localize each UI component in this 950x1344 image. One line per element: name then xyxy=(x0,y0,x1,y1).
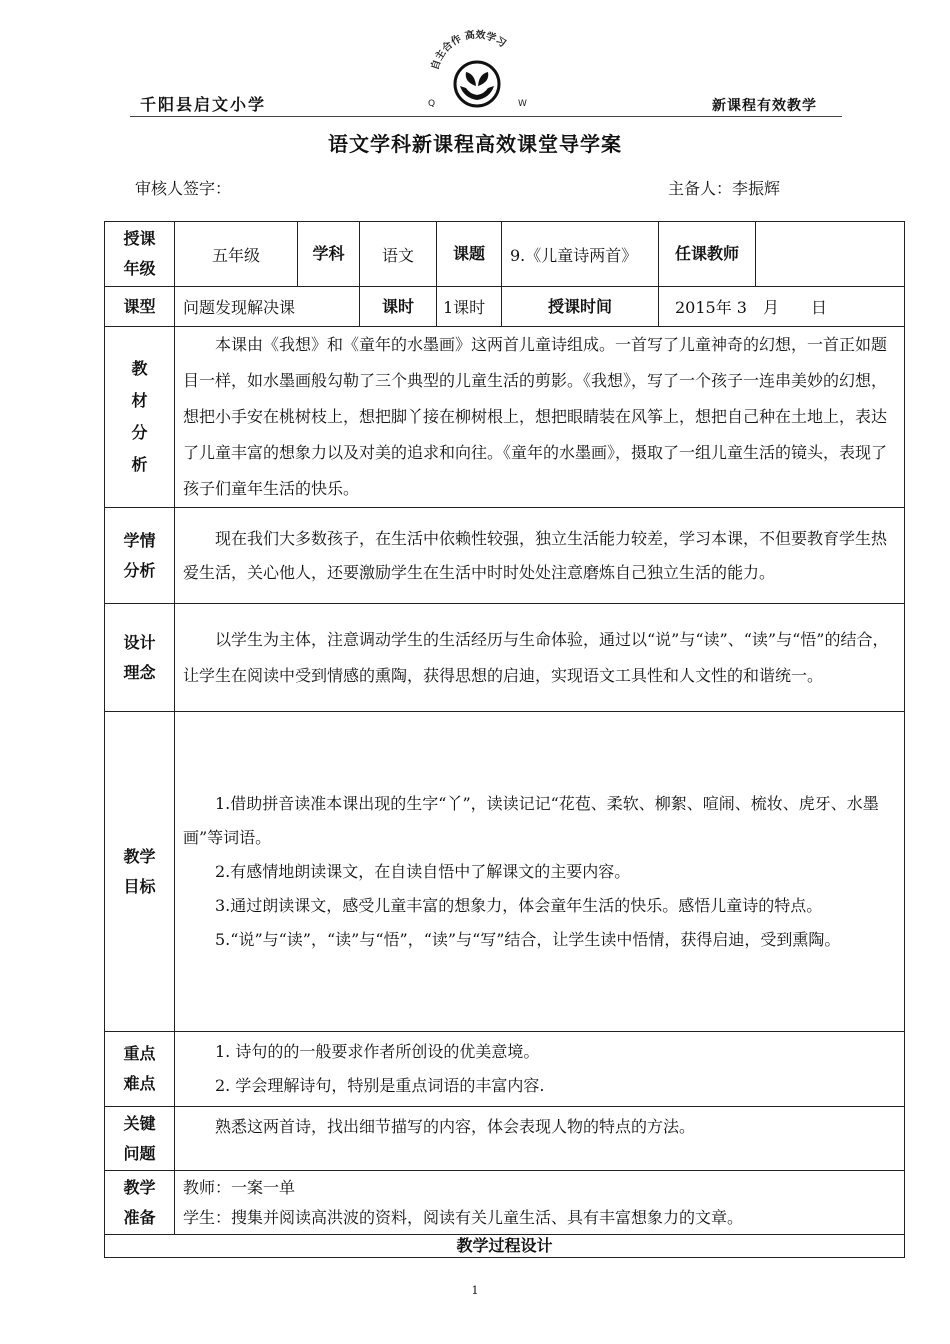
page-number: 1 xyxy=(471,1284,479,1297)
goal-item: 3.通过朗读课文，感受儿童丰富的想象力，体会童年生活的快乐。感悟儿童诗的特点。 xyxy=(215,895,823,915)
type-label: 课型 xyxy=(105,287,175,327)
learner-analysis-text: 现在我们大多数孩子，在生活中依赖性较强，独立生活能力较差，学习本课，不但要教育学生热爱生活，关心他人，还要激励学生在生活中时时处处注意磨炼自己独立生活的能力。 xyxy=(175,508,905,604)
row-material-analysis xyxy=(105,327,905,508)
key-points-text xyxy=(175,1032,905,1107)
goal-item: 5.“说”与“读”，“读”与“悟”，“读”与“写”结合，让学生读中悟情，获得启迪，受到熏陶。 xyxy=(215,929,841,949)
row-teaching-goals xyxy=(105,712,905,1032)
teaching-goals-label: 教学 目标 xyxy=(105,712,175,1032)
key-question-label: 关键 问题 xyxy=(105,1107,175,1171)
preparer-label: 主备人：李振辉 xyxy=(668,179,781,198)
subject-value: 语文 xyxy=(360,222,437,287)
design-concept-label: 设计 理念 xyxy=(105,604,175,712)
row-design-concept xyxy=(105,604,905,712)
teaching-goals-text xyxy=(175,712,905,1032)
teacher-value xyxy=(756,222,905,287)
time-value: 2015年 3 月 日 xyxy=(659,287,905,327)
design-concept-text: 以学生为主体，注意调动学生的生活经历与生命体验，通过以“说”与“读”、“读”与“悟”的结合，让学生在阅读中受到情感的熏陶，获得思想的启迪，实现语文工具性和人文性的和谐统一。 xyxy=(175,604,905,712)
school-logo xyxy=(412,26,542,114)
time-label: 授课时间 xyxy=(502,287,659,327)
grade-value: 五年级 xyxy=(175,222,298,287)
preparation-text xyxy=(175,1171,905,1235)
preparation-student: 学生：搜集并阅读高洪波的资料，阅读有关儿童生活、具有丰富想象力的文章。 xyxy=(183,1207,744,1227)
goal-item: 2.有感情地朗读课文，在自读自悟中了解课文的主要内容。 xyxy=(215,861,631,881)
logo-letter-w: W xyxy=(518,99,527,109)
key-question-text: 熟悉这两首诗，找出细节描写的内容，体会表现人物的特点的方法。 xyxy=(175,1107,905,1171)
key-points-label: 重点 难点 xyxy=(105,1032,175,1107)
school-name: 千阳县启文小学 xyxy=(140,95,267,114)
logo-leaf-left xyxy=(466,72,476,86)
preparation-teacher: 教师：一案一单 xyxy=(183,1177,296,1197)
document-title: 语文学科新课程高效课堂导学案 xyxy=(328,132,622,156)
material-analysis-label: 教 材 分 析 xyxy=(105,327,175,508)
row-teaching-preparation xyxy=(105,1171,905,1235)
topic-label: 课题 xyxy=(437,222,502,287)
reviewer-signature-label: 审核人签字： xyxy=(135,179,232,198)
row-grade-subject-topic xyxy=(105,222,905,287)
learner-analysis-label: 学情 分析 xyxy=(105,508,175,604)
subject-label: 学科 xyxy=(298,222,360,287)
goal-item: 1.借助拼音读准本课出现的生字“丫”，读读记记“花苞、柔软、柳絮、喧闹、梳妆、虎牙、水墨画”等词语。 xyxy=(183,793,879,847)
header-slogan: 新课程有效教学 xyxy=(712,98,817,114)
row-type-hours-time xyxy=(105,287,905,327)
topic-value: 9.《儿童诗两首》 xyxy=(502,222,659,287)
key-point-item: 1. 诗句的的一般要求作者所创设的优美意境。 xyxy=(215,1042,540,1061)
preparation-label: 教学 准备 xyxy=(105,1171,175,1235)
row-key-question xyxy=(105,1107,905,1171)
hours-label: 课时 xyxy=(360,287,437,327)
row-key-difficult-points xyxy=(105,1032,905,1107)
hours-value: 1课时 xyxy=(437,287,502,327)
key-point-item: 2. 学会理解诗句，特别是重点词语的丰富内容. xyxy=(215,1076,545,1095)
logo-arc-text: 自主合作 高效学习 xyxy=(429,29,508,72)
row-learner-analysis xyxy=(105,508,905,604)
logo-hands xyxy=(460,86,494,100)
row-process-design xyxy=(105,1235,905,1258)
material-analysis-text: 本课由《我想》和《童年的水墨画》这两首儿童诗组成。一首写了儿童神奇的幻想，一首正如题目一样，如水墨画般勾勒了三个典型的儿童生活的剪影。《我想》，写了一个孩子一连串美妙的幻想，想把小手安在桃树枝上，想把脚丫接在柳树根上，想把眼睛装在风筝上，想把自己种在土地上，表达了儿童丰富的想象力以及对美的追求和向往。《童年的水墨画》，摄取了一组儿童生活的镜头，表现了孩子们童年生活的快乐。 xyxy=(175,327,905,508)
type-value: 问题发现解决课 xyxy=(175,287,360,327)
header-rule xyxy=(130,116,842,117)
teacher-label: 任课教师 xyxy=(659,222,756,287)
grade-label: 授课 年级 xyxy=(105,222,175,287)
lesson-plan-table xyxy=(104,221,905,1258)
logo-letter-q: Q xyxy=(428,99,436,109)
logo-leaf-right xyxy=(478,72,488,86)
process-design-heading: 教学过程设计 xyxy=(105,1235,905,1258)
